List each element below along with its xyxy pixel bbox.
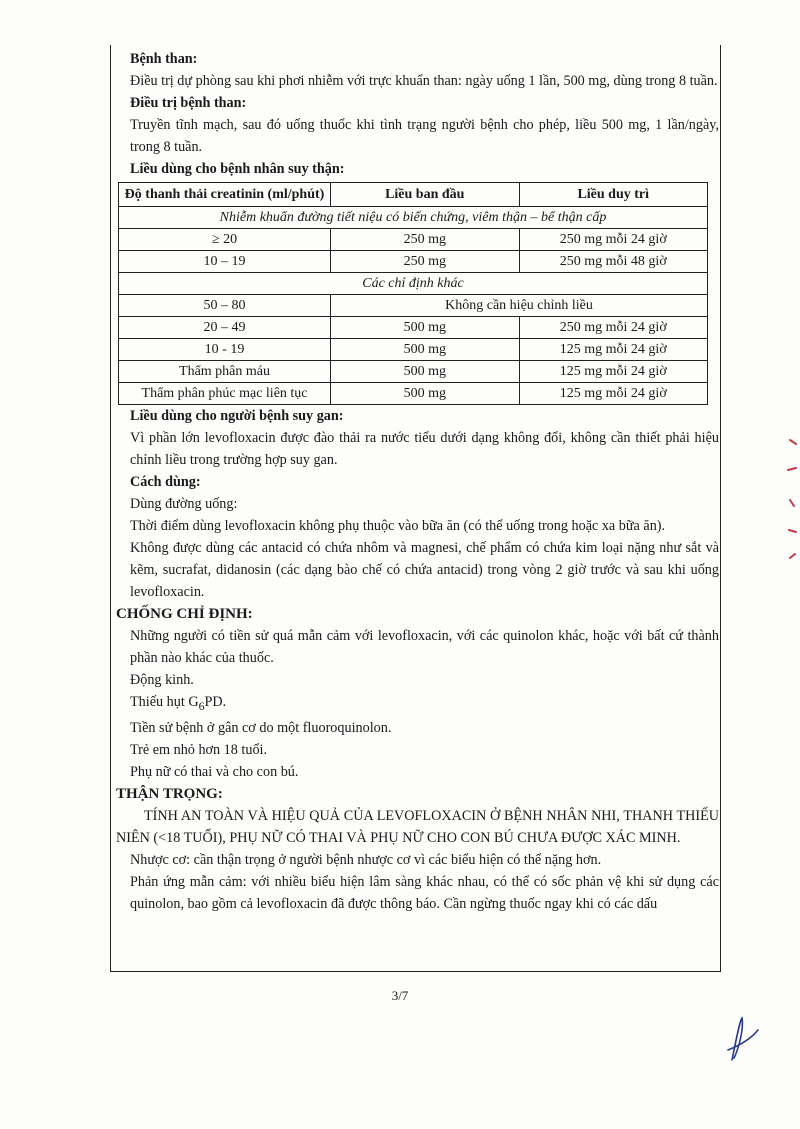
anthrax-treatment-heading: Điều trị bệnh than: [130,95,247,111]
table-row [119,383,708,405]
usage-line: Thời điểm dùng levofloxacin không phụ thuộc vào bữa ăn (có thể uống trong hoặc xa bữa ăn). [130,518,666,534]
table-cell: 500 mg [331,317,519,339]
table-cell: 250 mg mỗi 48 giờ [519,251,708,273]
table-cell: Thẩm phân phúc mạc liên tục [119,383,331,405]
usage-line: Dùng đường uống: [130,496,238,512]
table-cell: Không cần hiệu chỉnh liều [331,295,708,317]
renal-dosing-heading: Liều dùng cho bệnh nhân suy thận: [130,161,345,177]
document-body [114,48,719,915]
table-row [119,229,708,251]
hepatic-dosing-text: Vì phần lớn levofloxacin được đào thải ra nước tiểu dưới dạng không đổi, không cần thiết phải hiệu chỉnh liều trong trường hợp suy gan. [130,430,719,468]
col-header-maintenance-dose: Liều duy trì [519,183,708,207]
table-cell: 500 mg [331,361,519,383]
usage-heading: Cách dùng: [130,474,201,490]
col-header-creatinine: Độ thanh thải creatinin (ml/phút) [119,183,331,207]
table-cell: 125 mg mỗi 24 giờ [519,339,708,361]
g6pd-suffix: PD. [204,694,227,710]
precaution-item: Nhược cơ: cần thận trọng ở người bệnh nhược cơ vì các biểu hiện có thể nặng hơn. [130,851,602,868]
table-row [119,251,708,273]
table-cell: Thẩm phân máu [119,361,331,383]
table-cell: 10 - 19 [119,339,331,361]
precautions-caps-paragraph: TÍNH AN TOÀN VÀ HIỆU QUẢ CỦA LEVOFLOXACIN Ở BỆNH NHÂN NHI, THANH THIẾU NIÊN (<18 TUỔI), PHỤ NỮ CÓ THAI VÀ PHỤ NỮ CHO CON BÚ CHƯA ĐƯỢC XÁC MINH. [116,807,719,846]
table-cell: 500 mg [331,339,519,361]
table-cell: 125 mg mỗi 24 giờ [519,383,708,405]
g6pd-subscript: 6 [198,698,205,713]
table-cell: 250 mg [331,229,519,251]
stamp-edge-mark [784,430,800,570]
contraindication-item: Động kinh. [130,672,194,688]
anthrax-heading: Bệnh than: [130,51,198,67]
anthrax-treatment-text: Truyền tĩnh mạch, sau đó uống thuốc khi tình trạng người bệnh cho phép, liều 500 mg, 1 lần/ngày, trong 8 tuần. [130,117,719,155]
anthrax-prophylaxis-text: Điều trị dự phòng sau khi phơi nhiễm với trực khuẩn than: ngày uống 1 lần, 500 mg, dùng trong 8 tuần. [130,73,718,89]
contraindication-item: Tiền sử bệnh ở gân cơ do một fluoroquinolon. [130,719,392,736]
contraindication-item: Phụ nữ có thai và cho con bú. [130,763,299,780]
table-row [119,361,708,383]
contraindication-item [114,691,719,717]
table-row [119,295,708,317]
section-other-indications-label: Các chỉ định khác [119,273,708,295]
table-row [119,317,708,339]
table-header-row [119,183,708,207]
precautions-heading: THẬN TRỌNG: [116,785,223,802]
table-cell: ≥ 20 [119,229,331,251]
table-cell: 250 mg [331,251,519,273]
table-row [119,339,708,361]
renal-dosing-table [118,182,708,405]
hepatic-dosing-heading: Liều dùng cho người bệnh suy gan: [130,408,344,424]
signature-mark [724,1010,764,1070]
table-cell: 250 mg mỗi 24 giờ [519,229,708,251]
table-cell: 50 – 80 [119,295,331,317]
precaution-item: Phản ứng mẫn cảm: với nhiều biểu hiện lâm sàng khác nhau, có thể có sốc phản vệ khi sử dụng các quinolon, bao gồm cả levofloxacin đã được thông báo. Cần ngừng thuốc ngay khi có các dấu [130,873,719,912]
table-cell: 125 mg mỗi 24 giờ [519,361,708,383]
table-cell: 10 – 19 [119,251,331,273]
col-header-initial-dose: Liều ban đầu [331,183,519,207]
contraindication-item: Những người có tiền sử quá mẫn cảm với levofloxacin, với các quinolon khác, hoặc với bất cứ thành phần nào khác của thuốc. [130,628,719,666]
table-cell: 250 mg mỗi 24 giờ [519,317,708,339]
table-section-row [119,207,708,229]
contraindication-item: Trẻ em nhỏ hơn 18 tuổi. [130,741,268,758]
contraindications-heading: CHỐNG CHỈ ĐỊNH: [116,606,253,622]
table-cell: 20 – 49 [119,317,331,339]
page-number: 3/7 [391,988,409,1003]
usage-line: Không được dùng các antacid có chứa nhôm và magnesi, chế phẩm có chứa kim loại nặng như sắt và kẽm, sucrafat, didanosin (các dạng bào chế có chứa antacid) trong vòng 2 giờ trước và sau khi uống levofloxacin. [130,540,719,600]
g6pd-prefix: Thiếu hụt G [130,694,199,710]
table-cell: 500 mg [331,383,519,405]
section-uti-label: Nhiễm khuẩn đường tiết niệu có biến chứng, viêm thận – bể thận cấp [119,207,708,229]
table-section-row [119,273,708,295]
